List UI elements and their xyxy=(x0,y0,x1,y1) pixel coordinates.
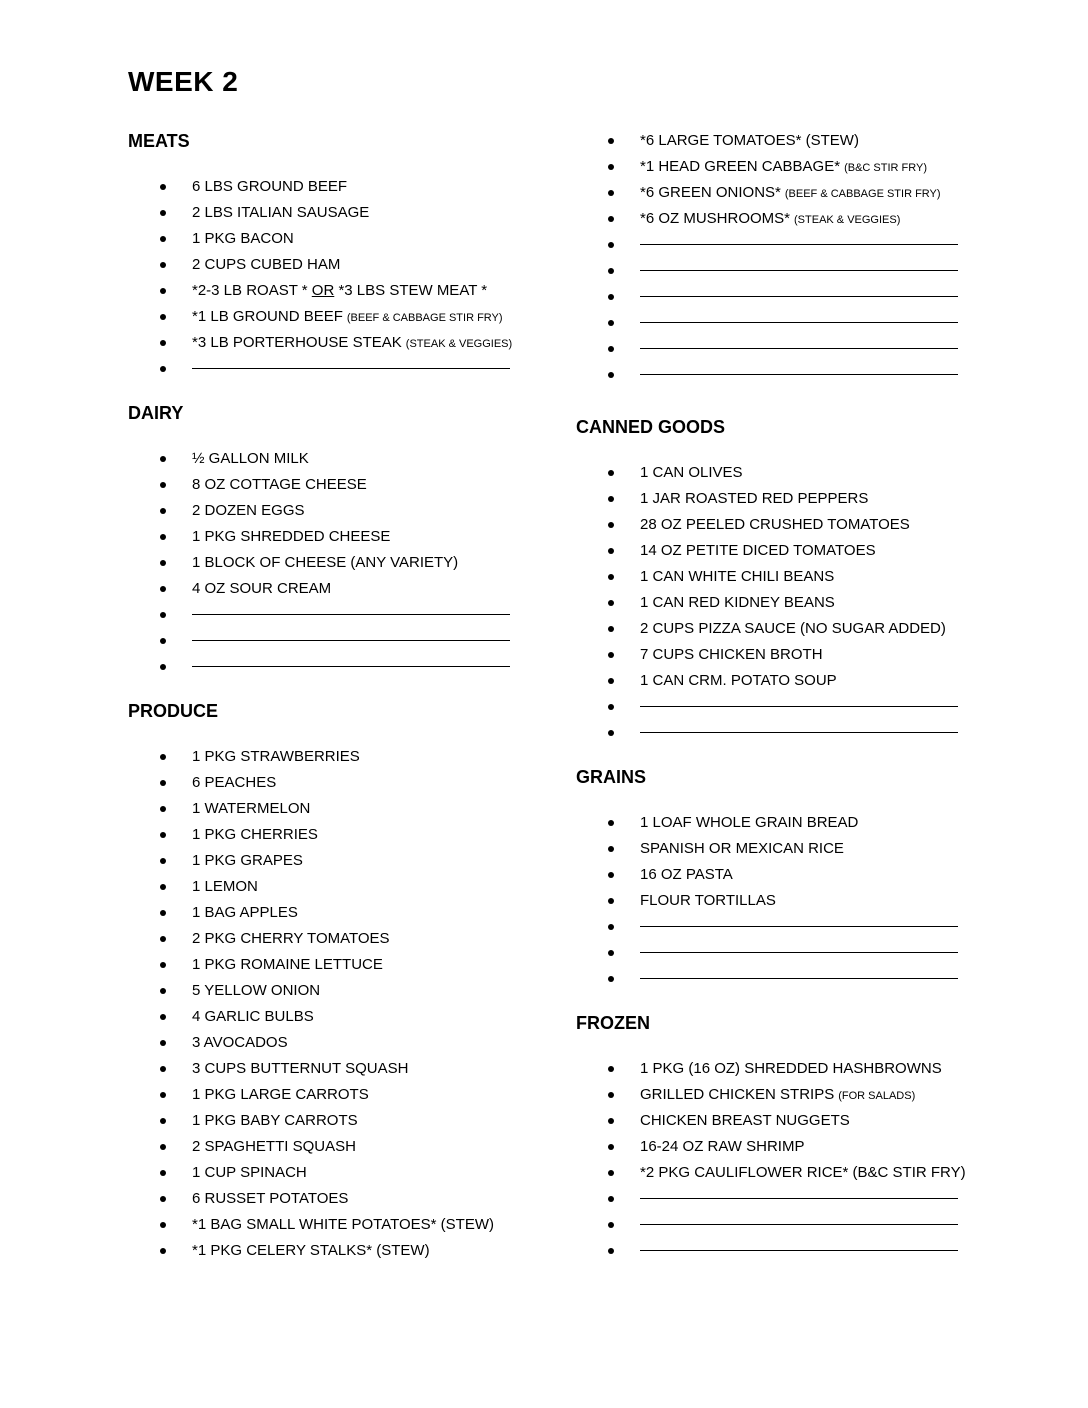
write-in-line[interactable] xyxy=(640,348,958,349)
bullet-icon xyxy=(608,652,614,658)
bullet-icon xyxy=(160,1092,166,1098)
bullet-icon xyxy=(160,1222,166,1228)
bullet-icon xyxy=(160,612,166,618)
list-item xyxy=(128,576,548,602)
blank-entry-line[interactable] xyxy=(576,362,996,388)
write-in-line[interactable] xyxy=(640,322,958,323)
list-item xyxy=(128,1108,548,1134)
blank-entry-line[interactable] xyxy=(128,654,548,680)
item-recipe-note: (B&C STIR FRY) xyxy=(844,162,927,174)
list-item xyxy=(576,836,996,862)
blank-entry-line[interactable] xyxy=(576,1212,996,1238)
item-text: *6 LARGE TOMATOES* (STEW) xyxy=(640,132,859,149)
item-text: 1 PKG STRAWBERRIES xyxy=(192,748,360,765)
item-text: 5 YELLOW ONION xyxy=(192,982,321,999)
list-item xyxy=(576,1134,996,1160)
item-text: *1 PKG CELERY STALKS* (STEW) xyxy=(192,1242,430,1259)
list-item xyxy=(576,1056,996,1082)
write-in-line[interactable] xyxy=(640,706,958,707)
item-text: 16-24 OZ RAW SHRIMP xyxy=(640,1138,805,1155)
bullet-icon xyxy=(608,846,614,852)
bullet-icon xyxy=(160,1196,166,1202)
item-list xyxy=(128,446,548,680)
item-text: 1 PKG BACON xyxy=(192,230,294,247)
item-text: *2 PKG CAULIFLOWER RICE* (B&C STIR FRY) xyxy=(640,1164,966,1181)
item-text: 4 GARLIC BULBS xyxy=(192,1008,314,1025)
item-text: 1 PKG LARGE CARROTS xyxy=(192,1086,369,1103)
item-text: 2 LBS ITALIAN SAUSAGE xyxy=(192,204,370,221)
item-text: *1 HEAD GREEN CABBAGE* xyxy=(640,158,841,175)
item-text: *1 BAG SMALL WHITE POTATOES* (STEW) xyxy=(192,1216,494,1233)
bullet-icon xyxy=(160,910,166,916)
item-text: 1 BAG APPLES xyxy=(192,904,298,921)
list-item xyxy=(128,952,548,978)
bullet-icon xyxy=(608,1222,614,1228)
list-item xyxy=(576,128,996,154)
list-item xyxy=(576,154,996,180)
list-item xyxy=(128,1082,548,1108)
section-produce-continued xyxy=(576,128,996,388)
item-text: 1 PKG ROMAINE LETTUCE xyxy=(192,956,383,973)
item-text: 1 LEMON xyxy=(192,878,258,895)
list-item xyxy=(128,446,548,472)
item-text-after: *3 LBS STEW MEAT * xyxy=(334,282,488,299)
item-text: 8 OZ COTTAGE CHEESE xyxy=(192,476,367,493)
blank-entry-line[interactable] xyxy=(576,310,996,336)
bullet-icon xyxy=(608,1196,614,1202)
item-text: 4 OZ SOUR CREAM xyxy=(192,580,332,597)
write-in-line[interactable] xyxy=(640,1224,958,1225)
bullet-icon xyxy=(160,508,166,514)
item-text: SPANISH OR MEXICAN RICE xyxy=(640,840,844,857)
item-list xyxy=(576,128,996,388)
bullet-icon xyxy=(160,884,166,890)
list-item xyxy=(128,278,548,304)
list-item xyxy=(128,1238,548,1264)
bullet-icon xyxy=(160,262,166,268)
list-item xyxy=(576,564,996,590)
write-in-line[interactable] xyxy=(192,614,510,615)
list-item xyxy=(128,874,548,900)
section-heading-frozen: FROZEN xyxy=(576,1013,650,1033)
blank-entry-line[interactable] xyxy=(576,284,996,310)
bullet-icon xyxy=(160,366,166,372)
item-text: 1 PKG CHERRIES xyxy=(192,826,318,843)
bullet-icon xyxy=(160,806,166,812)
bullet-icon xyxy=(608,626,614,632)
list-item xyxy=(576,668,996,694)
section-heading-produce: PRODUCE xyxy=(128,701,219,721)
list-item xyxy=(576,206,996,232)
list-item xyxy=(128,498,548,524)
item-recipe-note: (STEAK & VEGGIES) xyxy=(794,214,901,226)
bullet-icon xyxy=(160,780,166,786)
list-item xyxy=(128,1030,548,1056)
list-item xyxy=(128,1186,548,1212)
bullet-icon xyxy=(160,962,166,968)
bullet-icon xyxy=(608,1170,614,1176)
item-text: 6 RUSSET POTATOES xyxy=(192,1190,349,1207)
blank-entry-line[interactable] xyxy=(576,914,996,940)
item-recipe-note: (FOR SALADS) xyxy=(838,1090,916,1102)
item-text: 6 PEACHES xyxy=(192,774,277,791)
item-recipe-note: (BEEF & CABBAGE STIR FRY) xyxy=(784,188,941,200)
item-text: 2 CUPS PIZZA SAUCE (NO SUGAR ADDED) xyxy=(640,620,946,637)
item-text: FLOUR TORTILLAS xyxy=(640,892,776,909)
item-list xyxy=(128,744,548,1264)
bullet-icon xyxy=(160,184,166,190)
list-item xyxy=(576,460,996,486)
item-text: 2 SPAGHETTI SQUASH xyxy=(192,1138,356,1155)
list-item xyxy=(128,744,548,770)
list-item xyxy=(128,926,548,952)
bullet-icon xyxy=(160,288,166,294)
bullet-icon xyxy=(608,976,614,982)
item-text: 2 CUPS CUBED HAM xyxy=(192,256,341,273)
write-in-line[interactable] xyxy=(640,1250,958,1251)
write-in-line[interactable] xyxy=(640,374,958,375)
bullet-icon xyxy=(608,164,614,170)
bullet-icon xyxy=(160,754,166,760)
bullet-icon xyxy=(608,216,614,222)
bullet-icon xyxy=(160,236,166,242)
bullet-icon xyxy=(160,314,166,320)
bullet-icon xyxy=(160,1040,166,1046)
blank-entry-line[interactable] xyxy=(576,258,996,284)
bullet-icon xyxy=(160,210,166,216)
item-text: 1 CAN RED KIDNEY BEANS xyxy=(640,594,835,611)
bullet-icon xyxy=(608,1248,614,1254)
bullet-icon xyxy=(608,190,614,196)
section-frozen xyxy=(576,1010,996,1264)
item-text: 6 LBS GROUND BEEF xyxy=(192,178,348,195)
item-text: *6 OZ MUSHROOMS* xyxy=(640,210,791,227)
bullet-icon xyxy=(160,858,166,864)
section-heading-dairy: DAIRY xyxy=(128,403,184,423)
item-text: 1 PKG (16 OZ) SHREDDED HASHBROWNS xyxy=(640,1060,942,1077)
item-text: CHICKEN BREAST NUGGETS xyxy=(640,1112,850,1129)
list-item xyxy=(128,330,548,356)
list-item xyxy=(128,1160,548,1186)
write-in-line[interactable] xyxy=(192,666,510,667)
list-item xyxy=(576,616,996,642)
item-list xyxy=(576,810,996,992)
item-text: 1 PKG BABY CARROTS xyxy=(192,1112,358,1129)
bullet-icon xyxy=(160,664,166,670)
list-item xyxy=(128,978,548,1004)
item-text: *6 GREEN ONIONS* xyxy=(640,184,781,201)
item-text: 1 WATERMELON xyxy=(192,800,311,817)
list-item xyxy=(128,796,548,822)
bullet-icon xyxy=(608,574,614,580)
bullet-icon xyxy=(608,1092,614,1098)
bullet-icon xyxy=(608,268,614,274)
section-dairy xyxy=(128,400,548,680)
item-text: 3 CUPS BUTTERNUT SQUASH xyxy=(192,1060,409,1077)
write-in-line[interactable] xyxy=(192,368,510,369)
bullet-icon xyxy=(608,242,614,248)
bullet-icon xyxy=(608,320,614,326)
section-meats xyxy=(128,128,548,382)
list-item xyxy=(128,472,548,498)
item-text: 14 OZ PETITE DICED TOMATOES xyxy=(640,542,876,559)
bullet-icon xyxy=(160,1248,166,1254)
list-item xyxy=(576,888,996,914)
bullet-icon xyxy=(608,1118,614,1124)
write-in-line[interactable] xyxy=(640,296,958,297)
blank-entry-line[interactable] xyxy=(576,940,996,966)
list-item xyxy=(576,642,996,668)
write-in-line[interactable] xyxy=(640,270,958,271)
bullet-icon xyxy=(608,294,614,300)
item-text: 1 LOAF WHOLE GRAIN BREAD xyxy=(640,814,859,831)
write-in-line[interactable] xyxy=(640,732,958,733)
blank-entry-line[interactable] xyxy=(128,356,548,382)
bullet-icon xyxy=(160,456,166,462)
bullet-icon xyxy=(608,548,614,554)
list-item xyxy=(128,1056,548,1082)
bullet-icon xyxy=(160,1170,166,1176)
item-text: GRILLED CHICKEN STRIPS xyxy=(640,1086,835,1103)
list-item xyxy=(576,810,996,836)
bullet-icon xyxy=(608,496,614,502)
list-item xyxy=(576,1082,996,1108)
item-recipe-note: (STEAK & VEGGIES) xyxy=(405,338,513,350)
list-item xyxy=(576,512,996,538)
bullet-icon xyxy=(160,560,166,566)
list-item xyxy=(576,180,996,206)
item-list xyxy=(128,174,548,382)
list-item xyxy=(128,174,548,200)
item-text: 1 CAN OLIVES xyxy=(640,464,743,481)
list-item xyxy=(128,1004,548,1030)
blank-entry-line[interactable] xyxy=(576,694,996,720)
right-column xyxy=(576,128,996,1282)
list-item xyxy=(128,1134,548,1160)
item-text: 3 AVOCADOS xyxy=(192,1034,288,1051)
bullet-icon xyxy=(608,924,614,930)
section-produce xyxy=(128,698,548,1264)
list-item xyxy=(128,900,548,926)
item-text: ½ GALLON MILK xyxy=(192,450,309,467)
section-heading-canned-goods: CANNED GOODS xyxy=(576,417,726,437)
bullet-icon xyxy=(608,1066,614,1072)
write-in-line[interactable] xyxy=(640,952,958,953)
section-heading-meats: MEATS xyxy=(128,131,190,151)
bullet-icon xyxy=(160,534,166,540)
bullet-icon xyxy=(608,600,614,606)
list-item xyxy=(128,226,548,252)
item-text: 28 OZ PEELED CRUSHED TOMATOES xyxy=(640,516,910,533)
item-text: 16 OZ PASTA xyxy=(640,866,733,883)
bullet-icon xyxy=(608,730,614,736)
list-item xyxy=(128,550,548,576)
section-heading-grains: GRAINS xyxy=(576,767,647,787)
bullet-icon xyxy=(608,138,614,144)
bullet-icon xyxy=(608,470,614,476)
bullet-icon xyxy=(160,936,166,942)
bullet-icon xyxy=(160,482,166,488)
bullet-icon xyxy=(160,832,166,838)
item-text: 1 JAR ROASTED RED PEPPERS xyxy=(640,490,869,507)
item-text: 1 BLOCK OF CHEESE (ANY VARIETY) xyxy=(192,554,459,571)
list-item xyxy=(128,304,548,330)
bullet-icon xyxy=(160,1066,166,1072)
write-in-line[interactable] xyxy=(640,1198,958,1199)
list-item xyxy=(576,1108,996,1134)
write-in-line[interactable] xyxy=(640,244,958,245)
item-text: *1 LB GROUND BEEF xyxy=(192,308,343,325)
bullet-icon xyxy=(608,950,614,956)
item-text: *2-3 LB ROAST * xyxy=(192,282,312,299)
item-text: 1 PKG GRAPES xyxy=(192,852,303,869)
item-text: 1 CUP SPINACH xyxy=(192,1164,307,1181)
item-text: 2 DOZEN EGGS xyxy=(192,502,305,519)
list-item xyxy=(576,1160,996,1186)
blank-entry-line[interactable] xyxy=(576,1186,996,1212)
item-text: 7 CUPS CHICKEN BROTH xyxy=(640,646,823,663)
bullet-icon xyxy=(160,1118,166,1124)
bullet-icon xyxy=(608,1144,614,1150)
item-text: 1 CAN WHITE CHILI BEANS xyxy=(640,568,835,585)
list-item xyxy=(128,848,548,874)
item-text-underlined: OR xyxy=(311,282,335,299)
list-item xyxy=(128,770,548,796)
blank-entry-line[interactable] xyxy=(576,232,996,258)
blank-entry-line[interactable] xyxy=(128,602,548,628)
item-text: 1 CAN CRM. POTATO SOUP xyxy=(640,672,837,689)
blank-entry-line[interactable] xyxy=(576,336,996,362)
write-in-line[interactable] xyxy=(640,926,958,927)
bullet-icon xyxy=(608,898,614,904)
section-canned-goods xyxy=(576,414,996,746)
list-item xyxy=(128,252,548,278)
item-text: 2 PKG CHERRY TOMATOES xyxy=(192,930,390,947)
bullet-icon xyxy=(608,678,614,684)
list-item xyxy=(576,862,996,888)
item-recipe-note: (BEEF & CABBAGE STIR FRY) xyxy=(346,312,503,324)
bullet-icon xyxy=(160,638,166,644)
list-item xyxy=(128,200,548,226)
bullet-icon xyxy=(160,340,166,346)
list-item xyxy=(128,822,548,848)
blank-entry-line[interactable] xyxy=(576,966,996,992)
bullet-icon xyxy=(608,872,614,878)
bullet-icon xyxy=(160,1144,166,1150)
bullet-icon xyxy=(608,820,614,826)
item-text: 1 PKG SHREDDED CHEESE xyxy=(192,528,391,545)
list-item xyxy=(576,590,996,616)
write-in-line[interactable] xyxy=(192,640,510,641)
blank-entry-line[interactable] xyxy=(576,1238,996,1264)
section-grains xyxy=(576,764,996,992)
bullet-icon xyxy=(160,586,166,592)
bullet-icon xyxy=(608,522,614,528)
item-list xyxy=(576,1056,996,1264)
list-item xyxy=(576,538,996,564)
bullet-icon xyxy=(608,372,614,378)
blank-entry-line[interactable] xyxy=(576,720,996,746)
blank-entry-line[interactable] xyxy=(128,628,548,654)
bullet-icon xyxy=(608,346,614,352)
bullet-icon xyxy=(160,988,166,994)
bullet-icon xyxy=(608,704,614,710)
page-title: WEEK 2 xyxy=(128,66,239,97)
item-text: *3 LB PORTERHOUSE STEAK xyxy=(192,334,402,351)
write-in-line[interactable] xyxy=(640,978,958,979)
item-list xyxy=(576,460,996,746)
list-item xyxy=(128,1212,548,1238)
bullet-icon xyxy=(160,1014,166,1020)
list-item xyxy=(576,486,996,512)
left-column xyxy=(128,128,548,1282)
list-item xyxy=(128,524,548,550)
